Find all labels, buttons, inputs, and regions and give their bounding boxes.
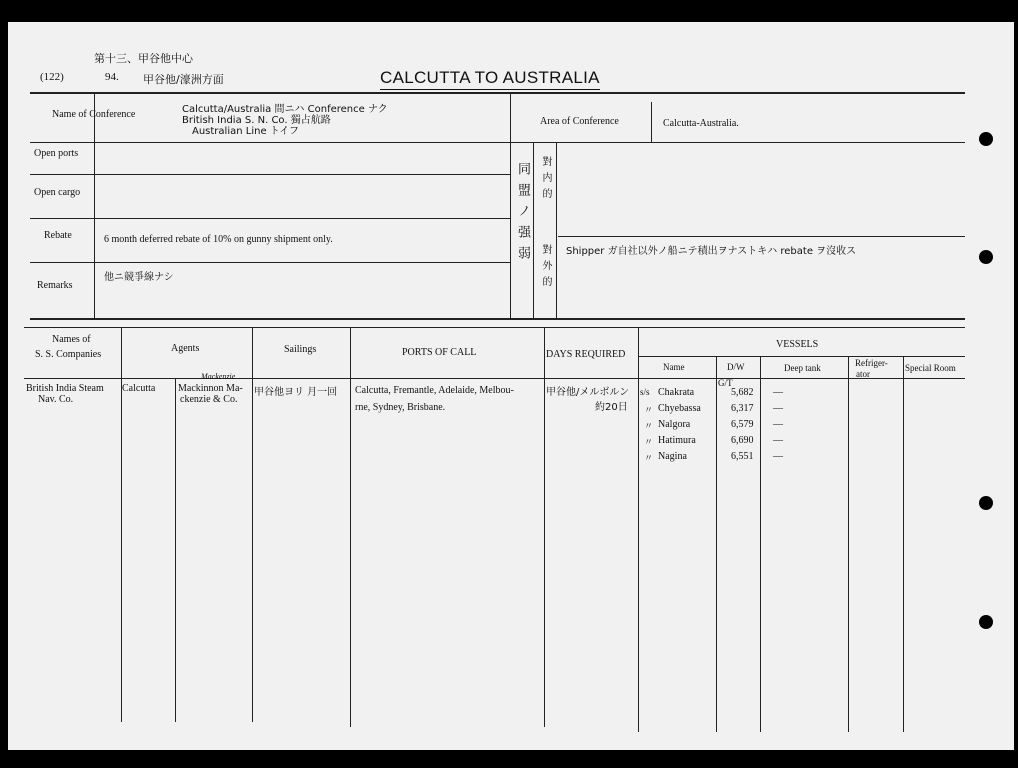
punch-hole [979, 132, 993, 146]
agent-handwritten-note: Mackenzie [201, 372, 236, 381]
ports-line-2: rne, Sydney, Brisbane. [355, 402, 446, 413]
conference-name-line-2: British India S. N. Co. 獨占航路 [182, 115, 331, 126]
area-of-conference-label: Area of Conference [540, 116, 619, 127]
vessel-prefix: 〃 [644, 421, 654, 431]
companies-header-1: Names of [52, 334, 91, 345]
vessel-name: Chakrata [658, 387, 695, 398]
vessel-deep-tank: — [773, 403, 783, 414]
open-cargo-rule [30, 218, 510, 219]
rebate-value: 6 month deferred rebate of 10% on gunny shipment only. [104, 234, 333, 245]
refrigerator-header-1: Refriger- [855, 358, 888, 368]
name-of-conference-label: Name of Conference [52, 109, 136, 120]
vessel-prefix: 〃 [644, 437, 654, 447]
agent-place: Calcutta [122, 383, 156, 394]
days-line-1: 甲谷他/メルボルン [546, 387, 630, 398]
vessel-deep-tank: — [773, 451, 783, 462]
agent-sailings-divider [252, 327, 253, 722]
vessel-dw: 6,551 [731, 451, 754, 462]
rebate-label: Rebate [44, 230, 72, 241]
table-header-bottom-rule [24, 378, 965, 379]
route-japanese: 甲谷他/濠洲方面 [143, 73, 224, 86]
open-cargo-label: Open cargo [34, 187, 81, 198]
conference-name-line-3: Australian Line トイフ [192, 126, 299, 137]
area-of-conference-value: Calcutta-Australia. [663, 118, 739, 129]
company-name-1: British India Steam [26, 383, 104, 394]
table-top-rule [24, 327, 965, 328]
vessel-deep-tank: — [773, 435, 783, 446]
vessel-deep-tank: — [773, 387, 783, 398]
remarks-value: 他ニ競爭線ナシ [104, 272, 174, 283]
page-number: (122) [40, 71, 64, 83]
category-heading: 第十三、甲谷他中心 [94, 52, 193, 65]
area-value-divider [651, 102, 652, 142]
open-ports-rule [30, 174, 510, 175]
punch-hole [979, 250, 993, 264]
agent-name-2: ckenzie & Co. [180, 394, 238, 405]
label-column-divider [94, 92, 95, 318]
conference-name-line-1: Calcutta/Australia 間ニハ Conference ナク [182, 104, 388, 115]
vessel-name: Nalgora [658, 419, 691, 430]
sailings-value: 甲谷他ヨリ 月一回 [254, 387, 338, 398]
name-dw-divider [716, 356, 717, 732]
punch-hole [979, 496, 993, 510]
vessel-name: Hatimura [658, 435, 696, 446]
strength-column-divider [533, 142, 534, 318]
document-sheet [8, 22, 1014, 750]
vessel-prefix: 〃 [644, 405, 654, 415]
ports-line-1: Calcutta, Fremantle, Adelaide, Melbou- [355, 385, 514, 396]
internal-external-rule [558, 236, 965, 237]
dw-header: D/W [727, 362, 745, 372]
dw-deeptank-divider [760, 356, 761, 732]
agent-split-divider [175, 378, 176, 722]
vessel-prefix: 〃 [644, 453, 654, 463]
dw-unit: G/T [718, 378, 733, 388]
internal-label: 對内的 [540, 156, 551, 204]
page-title: CALCUTTA TO AUSTRALIA [380, 68, 600, 90]
external-value: Shipper ガ自社以外ノ船ニテ積出ヲナストキハ rebate ヲ沒收ス [566, 246, 857, 257]
ports-days-divider [544, 327, 545, 727]
punch-hole [979, 615, 993, 629]
vessels-subheader-rule [638, 356, 965, 357]
vessels-header: VESSELS [776, 339, 819, 350]
remarks-label: Remarks [37, 280, 73, 291]
rebate-rule [30, 262, 510, 263]
deep-tank-header: Deep tank [784, 363, 821, 373]
vessel-dw: 6,690 [731, 435, 754, 446]
sailings-ports-divider [350, 327, 351, 727]
agents-header: Agents [171, 343, 200, 354]
companies-header-2: S. S. Companies [35, 349, 102, 360]
upper-top-rule [30, 92, 965, 94]
vessel-name: Nagina [658, 451, 687, 462]
special-room-header: Special Room [905, 363, 956, 373]
vessel-dw: 6,579 [731, 419, 754, 430]
vessel-name: Chyebassa [658, 403, 701, 414]
days-vessels-divider [638, 327, 639, 732]
conference-strength-label: 同盟ノ强弱 [515, 162, 530, 267]
days-line-2: 約20日 [595, 402, 628, 413]
name-header: Name [663, 362, 685, 372]
upper-bottom-rule [30, 318, 965, 320]
refrigerator-header-2: ator [856, 369, 870, 379]
days-header: DAYS REQUIRED [546, 349, 626, 360]
area-divider [510, 92, 511, 318]
sailings-header: Sailings [284, 344, 317, 355]
open-ports-label: Open ports [34, 148, 79, 159]
ports-header: PORTS OF CALL [402, 347, 477, 358]
vessel-prefix: s/s [640, 387, 650, 397]
internal-column-divider [556, 142, 557, 318]
vessel-dw: 6,317 [731, 403, 754, 414]
deeptank-refrigerator-divider [848, 356, 849, 732]
section-number: 94. [105, 71, 119, 83]
company-name-2: Nav. Co. [38, 394, 74, 405]
vessel-dw: 5,682 [731, 387, 754, 398]
name-row-rule [30, 142, 965, 143]
external-label: 對外的 [540, 244, 551, 292]
vessel-deep-tank: — [773, 419, 783, 430]
agent-name-1: Mackinnon Ma- [178, 383, 243, 394]
refrigerator-special-divider [903, 356, 904, 732]
